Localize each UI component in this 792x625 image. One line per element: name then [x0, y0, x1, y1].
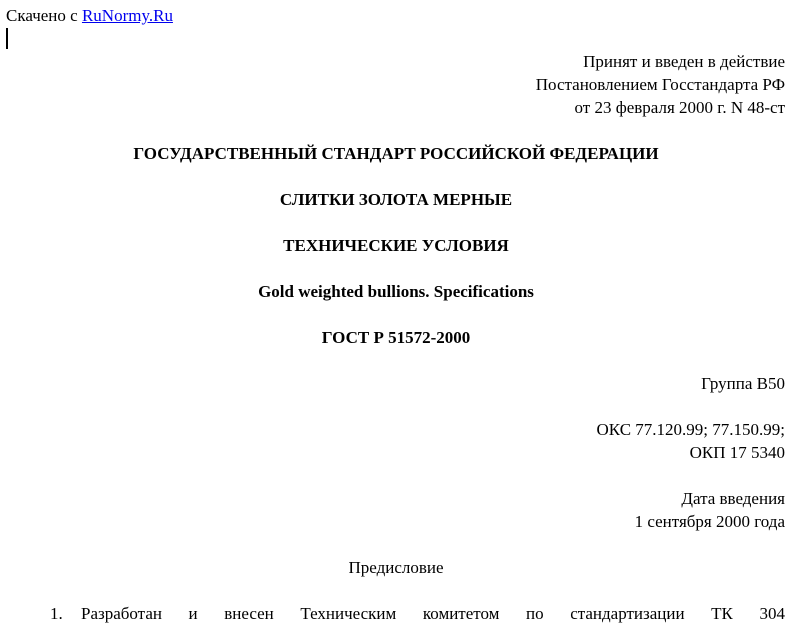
- effective-date-label: Дата введения: [681, 489, 785, 508]
- state-standard-heading: ГОСУДАРСТВЕННЫЙ СТАНДАРТ РОССИЙСКОЙ ФЕДЕРАЦИИ: [133, 144, 659, 163]
- download-prefix: Скачено с: [6, 6, 82, 25]
- preface-heading: Предисловие: [348, 558, 444, 577]
- standard-code: ГОСТ Р 51572-2000: [321, 328, 471, 347]
- standard-name-en: Gold weighted bullions. Specifications: [258, 282, 534, 301]
- download-source-line: [6, 5, 173, 27]
- classification-oks: ОКС 77.120.99; 77.150.99;: [596, 420, 785, 439]
- preface-item-number: 1.: [50, 604, 63, 623]
- adoption-line-2: Постановлением Госстандарта РФ: [535, 75, 785, 94]
- adoption-line-3: от 23 февраля 2000 г. N 48-ст: [574, 98, 785, 117]
- preface-list-item: [50, 603, 785, 625]
- effective-date-value: 1 сентября 2000 года: [634, 512, 785, 531]
- standard-subtitle-ru: ТЕХНИЧЕСКИЕ УСЛОВИЯ: [283, 236, 509, 255]
- text-cursor: [6, 28, 8, 49]
- runormy-link[interactable]: RuNormy.Ru: [81, 6, 173, 25]
- standard-name-ru: СЛИТКИ ЗОЛОТА МЕРНЫЕ: [279, 190, 513, 209]
- classification-group: Группа B50: [701, 374, 785, 393]
- preface-item-text: Разработан и внесен Техническим комитетом по стандартизации ТК 304: [81, 604, 785, 623]
- adoption-line-1: Принят и введен в действие: [583, 52, 785, 71]
- classification-okp: ОКП 17 5340: [689, 443, 785, 462]
